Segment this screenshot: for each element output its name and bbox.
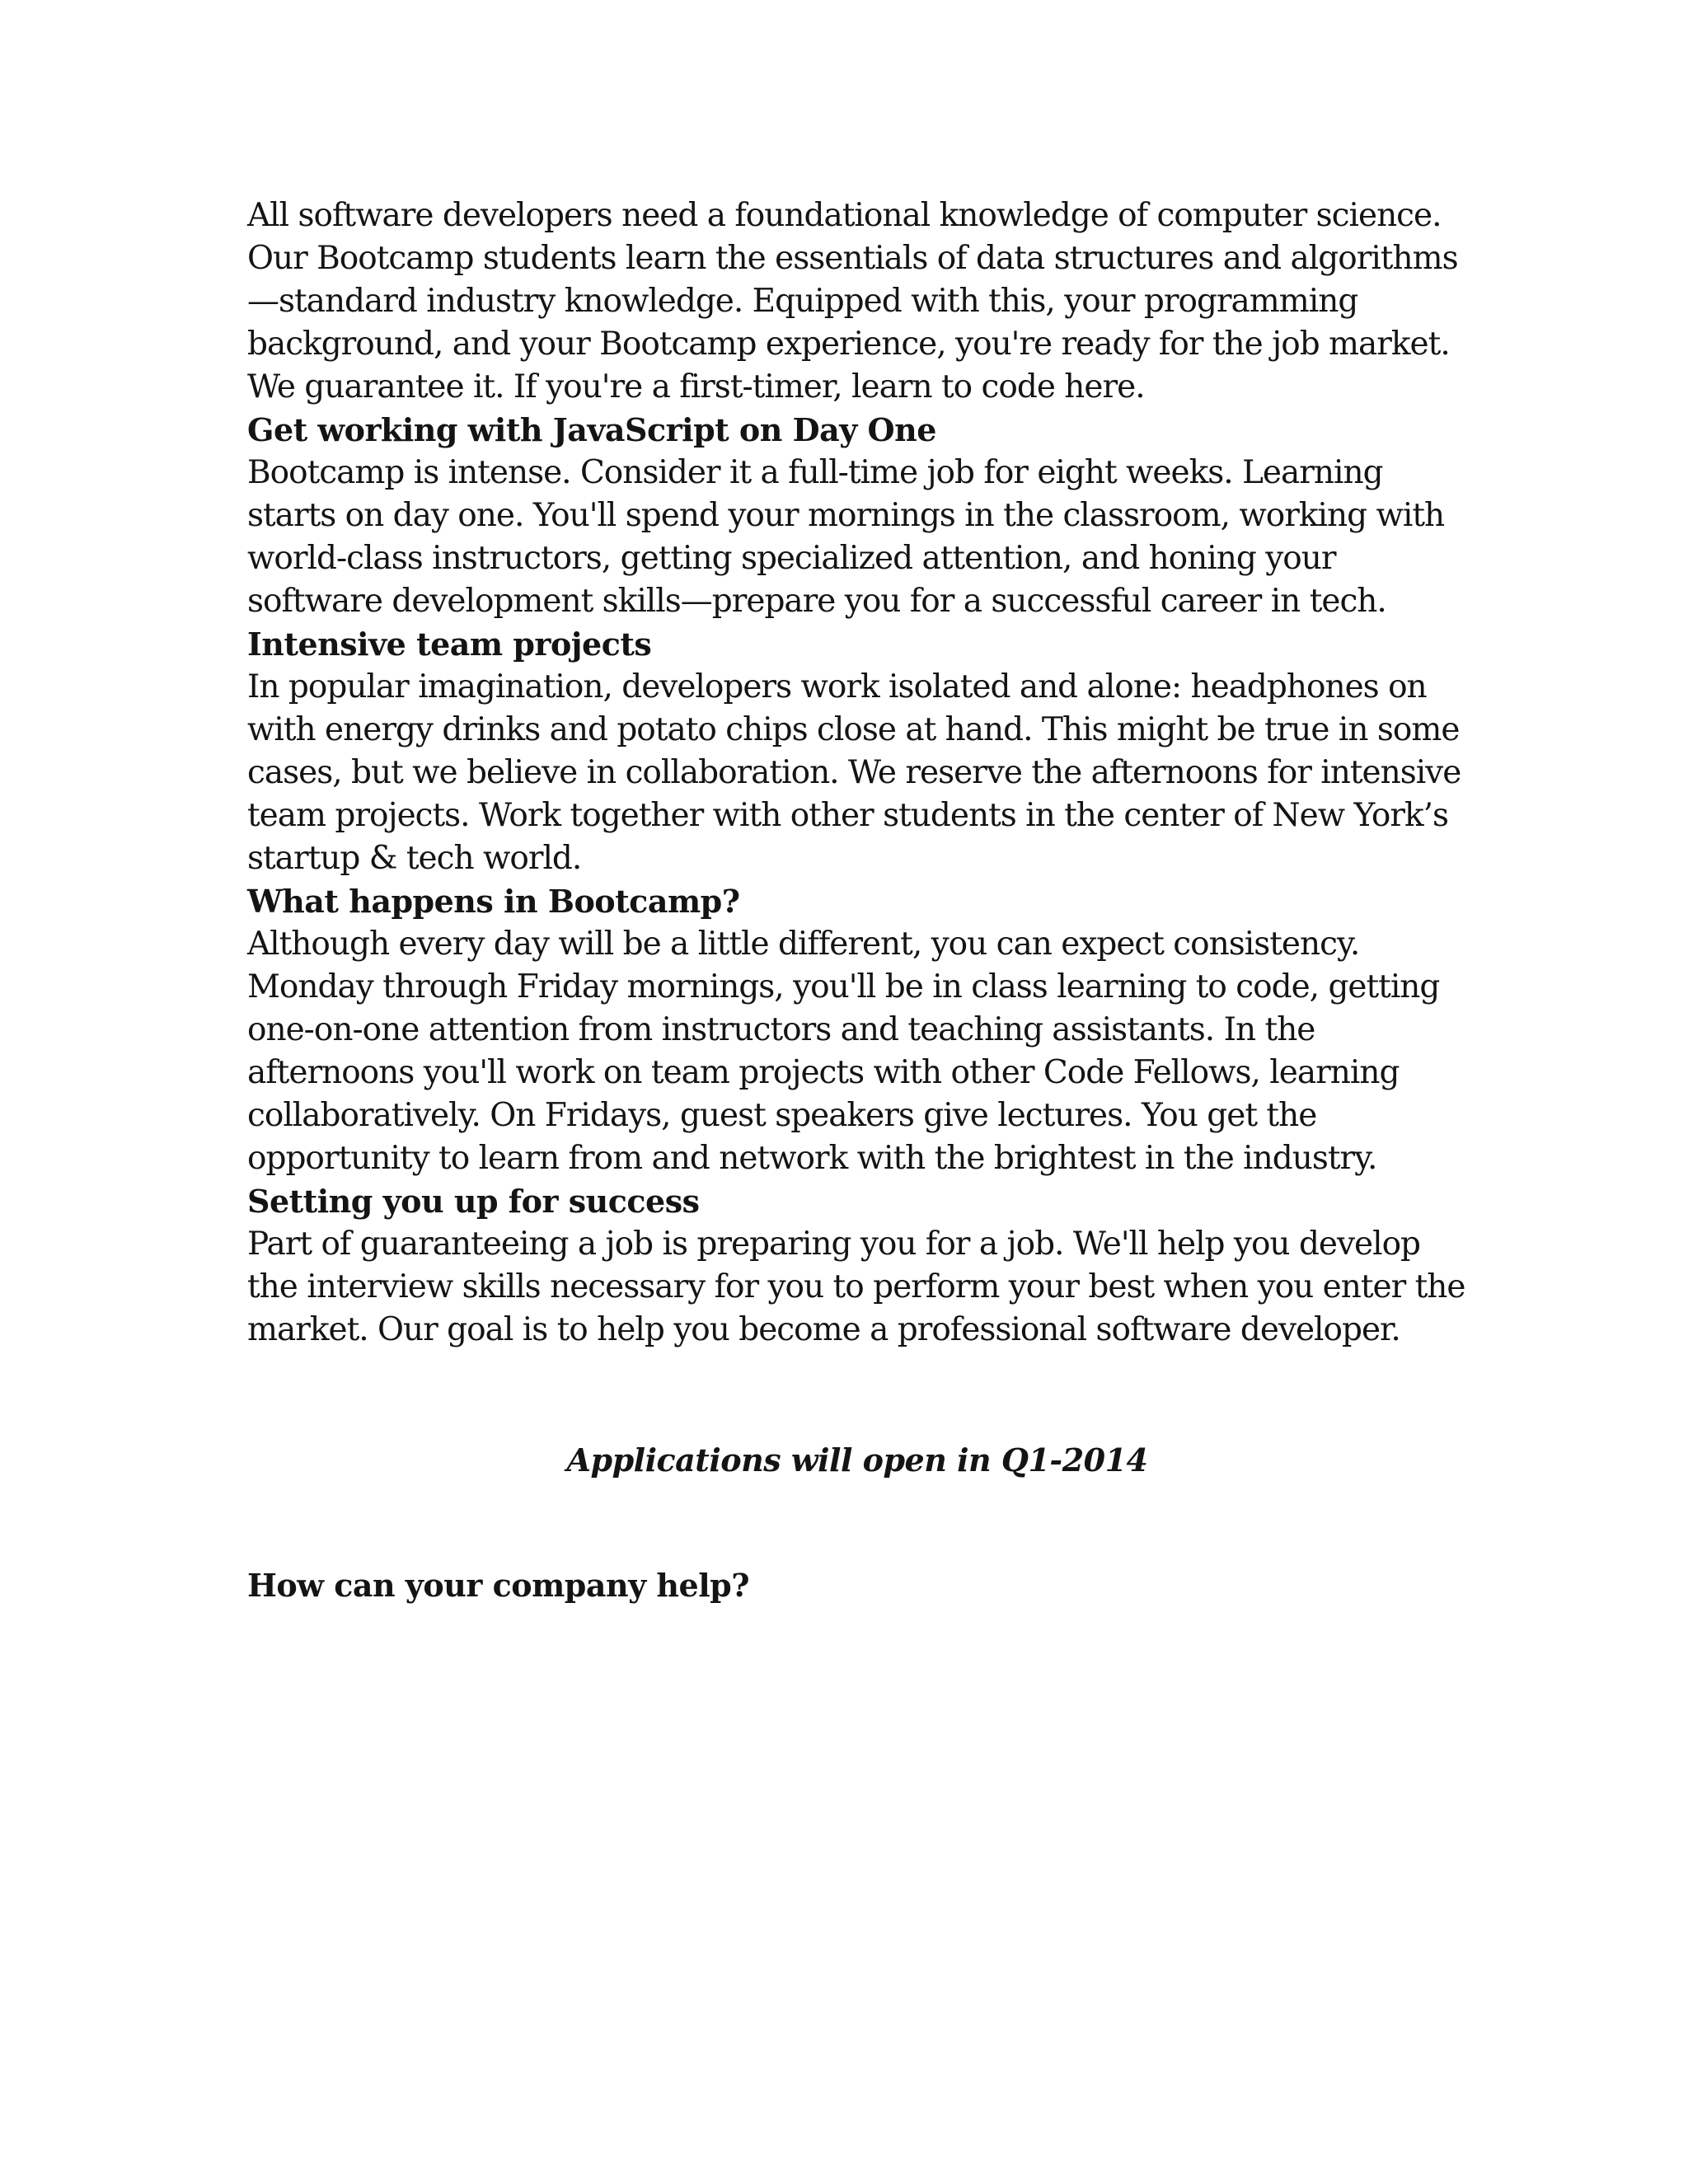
paragraph-team-projects: In popular imagination, developers work isolated and alone: headphones on with energy drinks and potato chips close at hand. This might be true in some cases, but we believe in collaboration. We reserve the afternoons for intensive team projects. Work together with other students in the center of New York’s startup & tech world. — [247, 668, 1461, 877]
paragraph-what-happens: Although every day will be a little different, you can expect consistency. Monday through Friday mornings, you'll be in class learning to code, getting one-on-one attention from instructors and teaching assistants. In the afternoons you'll work on team projects with other Code Fellows, learning collaboratively. On Fridays, guest speakers give lectures. You get the opportunity to learn from and network with the brightest in the industry. — [247, 926, 1440, 1177]
heading-company-help: How can your company help? — [247, 1567, 750, 1604]
paragraph-success: Part of guaranteeing a job is preparing you for a job. We'll help you develop the interview skills necessary for you to perform your best when you enter the market. Our goal is to help you become a professional software developer. — [247, 1226, 1465, 1348]
heading-what-happens: What happens in Bootcamp? — [247, 883, 740, 920]
paragraph-javascript-day-one: Bootcamp is intense. Consider it a full-time job for eight weeks. Learning starts on day one. You'll spend your mornings in the classroom, working with world-class instructors, getting specialized attention, and honing your software development skills—prepare you for a successful career in tech. — [247, 454, 1445, 620]
heading-team-projects: Intensive team projects — [247, 626, 652, 663]
document-body — [247, 194, 1467, 1607]
intro-paragraph: All software developers need a foundational knowledge of computer science. Our Bootcamp students learn the essentials of data structures and algorithms—standard industry knowledge. Equipped with this, your programming background, and your Bootcamp experience, you're ready for the job market. We guarantee it. If you're a first-timer, learn to code here. — [247, 197, 1458, 405]
heading-javascript-day-one: Get working with JavaScript on Day One — [247, 411, 936, 448]
heading-success: Setting you up for success — [247, 1183, 700, 1220]
applications-notice: Applications will open in Q1-2014 — [566, 1441, 1148, 1479]
